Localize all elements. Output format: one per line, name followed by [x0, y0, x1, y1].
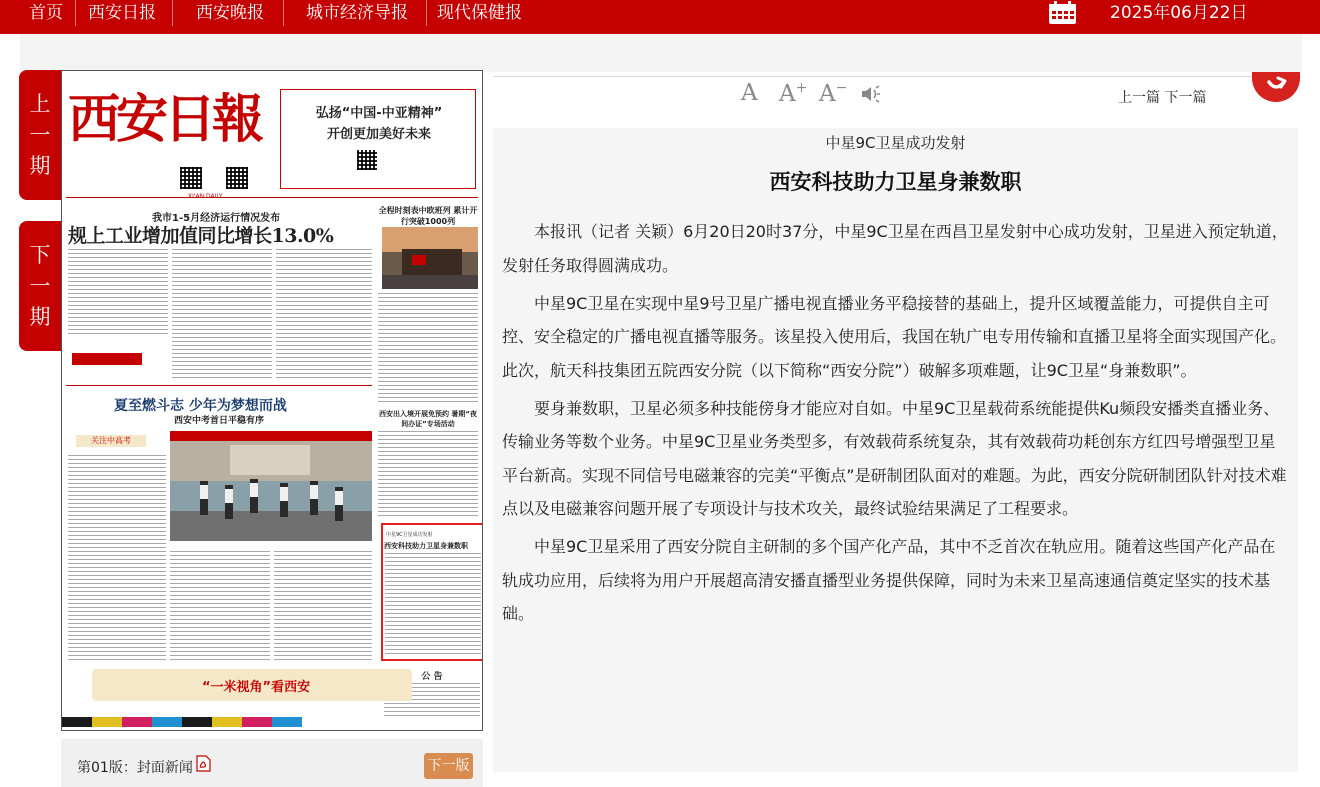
article-title: 西安科技助力卫星身兼数职	[769, 170, 1022, 194]
newspaper-page-image[interactable]	[61, 70, 483, 731]
article-paragraph: 中星9C卫星采用了西安分院自主研制的多个国产化产品，其中不乏首次在轨应用。随着这些国产化产品在轨成功应用，后续将为用户开展超高清安播直播型业务提供保障，同时为未来卫星高速通信奠定坚实的技术基础。	[502, 537, 1276, 623]
nav-divider	[426, 0, 427, 26]
divider	[66, 385, 372, 386]
banner-line: 弘扬“中国-中亚精神”	[315, 106, 443, 121]
nav-divider	[283, 0, 284, 26]
qr-code-icon	[357, 150, 377, 170]
nav-divider	[172, 0, 173, 26]
next-page-button[interactable]: 下一版	[424, 753, 473, 779]
headline1-kicker: 我市1-5月经济运行情况发布	[152, 213, 281, 224]
right-headline: 全程时刻表中欧班列 累计开行突破1000列	[378, 206, 478, 226]
body-text-block	[378, 431, 478, 519]
box-title: 西安科技助力卫星身兼数职	[384, 542, 468, 550]
qr-code-icon	[180, 167, 202, 189]
divider	[66, 197, 478, 198]
nav-health[interactable]: 现代保健报	[437, 3, 522, 23]
speaker-icon[interactable]	[860, 85, 882, 103]
exam-tag: 关注中高考	[76, 435, 146, 447]
prev-issue-char: 一	[29, 122, 51, 147]
font-default-button[interactable]	[741, 80, 758, 106]
article-paragraph: 要身兼数职，卫星必须多种技能傍身才能应对自如。中星9C卫星载荷系统能提供Ku频段安播类直播业务、传输业务等数个业务。中星9C卫星业务类型多，有效载荷系统复杂，其有效载荷功耗创东方红四号增强型卫星平台新高。实现不同信号电磁兼容的完美“平衡点”是研制团队面对的难题。为此，西安分院研制团队针对技术难点以及电磁兼容问题开展了专项设计与技术攻关，最终试验结果满足了工程要求。	[502, 398, 1287, 518]
page-label[interactable]: 第01版：封面新闻	[77, 760, 193, 776]
prev-issue-tab[interactable]	[19, 70, 61, 200]
next-issue-char: 一	[29, 273, 51, 298]
notice-title: 公 告	[421, 672, 443, 682]
body-text-block	[274, 551, 372, 663]
nav-divider	[75, 0, 76, 26]
back-arrow-icon	[1252, 72, 1300, 102]
back-button[interactable]	[1252, 72, 1300, 102]
nav-home[interactable]: 首页	[29, 3, 63, 23]
prev-issue-char: 上	[29, 91, 51, 116]
banner-line: 开创更加美好未来	[326, 127, 431, 142]
next-issue-tab[interactable]	[19, 221, 61, 351]
qr-code-icon	[226, 167, 248, 189]
right-headline-2: 西安出入境开展免预约 暑期“夜间办证”专场活动	[378, 410, 478, 428]
headline2-sub: 西安中考首日平稳有序	[174, 416, 265, 426]
font-default-label: A	[741, 80, 758, 106]
next-issue-char: 期	[29, 304, 51, 329]
prev-issue-char: 期	[29, 153, 51, 178]
top-nav-bar	[0, 0, 1320, 34]
train-photo	[382, 227, 478, 289]
next-issue-char: 下	[29, 242, 51, 267]
pdf-icon[interactable]	[196, 755, 211, 772]
ad-text: “一米视角”看西安	[202, 680, 311, 695]
minus-sign: −	[835, 80, 848, 96]
font-larger-button[interactable]	[779, 80, 807, 107]
body-text-block	[276, 249, 372, 379]
article-kicker: 中星9C卫星成功发射	[825, 134, 966, 152]
masthead: 西安日報	[68, 89, 261, 150]
students-photo	[170, 431, 372, 541]
body-text-block	[172, 249, 272, 379]
nav-city-economy[interactable]: 城市经济导报	[306, 3, 408, 23]
header-strip	[20, 34, 1302, 72]
toolbar-divider	[493, 76, 1302, 77]
print-color-bar	[62, 717, 302, 727]
article-body	[502, 215, 1290, 635]
body-text-block	[385, 553, 481, 657]
body-text-block	[68, 249, 168, 337]
promo-tag	[72, 353, 142, 365]
headline1: 规上工业增加值同比增长13.0%	[68, 225, 334, 247]
body-text-block	[68, 455, 166, 663]
body-text-block	[378, 293, 478, 405]
prev-next-article[interactable]: 上一篇 下一篇	[1118, 90, 1207, 106]
box-kicker: 中星9C卫星成功发射	[386, 532, 433, 538]
calendar-icon[interactable]	[1048, 1, 1077, 25]
font-smaller-button[interactable]	[819, 80, 847, 107]
font-smaller-label: A	[819, 81, 836, 107]
article-paragraph: 中星9C卫星在实现中星9号卫星广播电视直播业务平稳接替的基础上，提升区域覆盖能力，可提供自主可控、安全稳定的广播电视直播等服务。该星投入使用后，我国在轨广电专用传输和直播卫星将全面实现国产化。此次，航天科技集团五院西安分院（以下简称“西安分院”）破解多项难题，让9C卫星“身兼数职”。	[502, 293, 1287, 380]
font-larger-label: A	[779, 81, 796, 107]
nav-xian-evening[interactable]: 西安晚报	[196, 3, 264, 23]
article-paragraph: 本报讯（记者 关颖）6月20日20时37分，中星9C卫星在西昌卫星发射中心成功发射，卫星进入预定轨道，发射任务取得圆满成功。	[502, 222, 1288, 275]
banner-box	[280, 89, 476, 189]
body-text-block	[170, 551, 270, 663]
headline2: 夏至燃斗志 少年为梦想而战	[114, 398, 287, 414]
nav-xian-daily[interactable]: 西安日报	[88, 3, 156, 23]
plus-sign: +	[795, 80, 808, 96]
issue-date[interactable]: 2025年06月22日	[1110, 3, 1248, 23]
